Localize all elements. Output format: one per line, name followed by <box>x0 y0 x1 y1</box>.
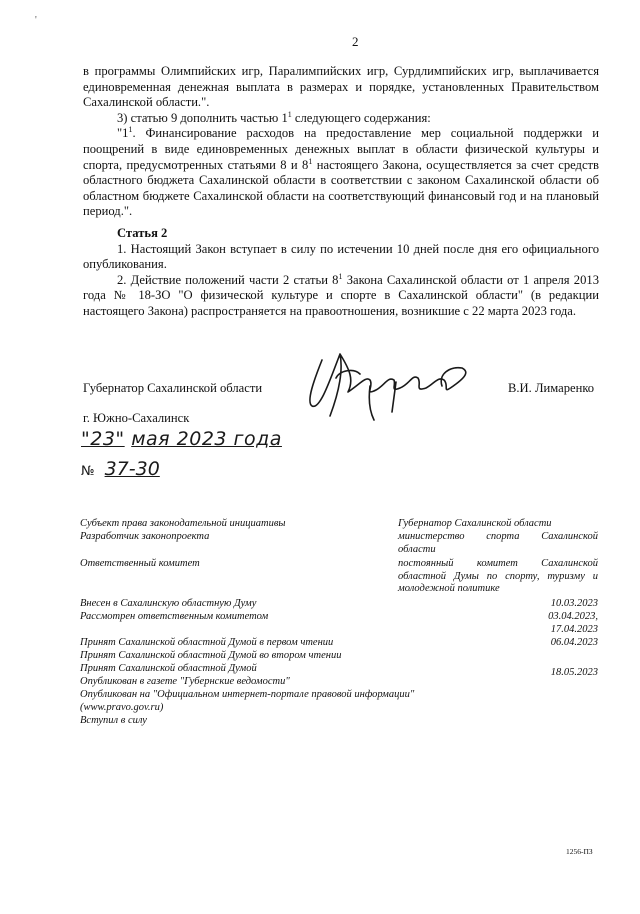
subject-label: Субъект права законодательной инициативы <box>80 518 286 529</box>
first-reading-label: Принят Сахалинской областной Думой в первом чтении <box>80 637 334 648</box>
subject-value: Губернатор Сахалинской области <box>398 518 552 529</box>
number-label: № <box>81 464 95 479</box>
published-gazette-date: 18.05.2023 <box>550 667 598 678</box>
committee-value: постоянный комитет Сахалинской областной Думы по спорту, туризму и молодежной политике <box>398 558 598 594</box>
published-gazette-label: Опубликован в газете "Губернские ведомости" <box>80 676 290 687</box>
paragraph-3: "$1^1$. Финансирование расходов на предоставление мер социальной поддержки и поощрений в виде единовременных денежных выплат в области физической культуры и спорта, предусмотренных статьями 8 и $8^1$ настоящего Закона, осуществляется за счет средств областного бюджета Сахалинской области в соответствии с законом Сахалинской области об областном бюджете Сахалинской области на соответствующий финансовый год и на плановый период.". <box>83 125 600 219</box>
introduced-label: Внесен в Сахалинскую областную Думу <box>80 598 257 609</box>
paragraph-2: 3) статью 9 дополнить частью $1^1$ следующего содержания: <box>117 109 431 125</box>
developer-label: Разработчик законопроекта <box>80 531 210 542</box>
reviewed-date-2: 17.04.2023 <box>550 624 598 635</box>
signatory-role: Губернатор Сахалинской области <box>83 381 263 395</box>
signatory-name: В.И. Лимаренко <box>508 381 595 395</box>
handwritten-signature <box>300 340 480 430</box>
corner-mark: ' <box>35 15 37 26</box>
law-number: 37-30 <box>104 458 160 480</box>
date-month-year: мая 2023 года <box>131 428 282 450</box>
reviewed-label: Рассмотрен ответственным комитетом <box>80 611 269 622</box>
date-day: "23" <box>81 428 125 450</box>
document-code: 1256-ПЗ <box>566 847 593 856</box>
published-portal-label: Опубликован на "Официальном интернет-портале правовой информации" (www.pravo.gov.ru) <box>80 689 415 713</box>
handwritten-law-number <box>81 458 160 480</box>
page-number: 2 <box>352 34 359 49</box>
paragraph-5: 2. Действие положений части 2 статьи $8^1$ Закона Сахалинской области от 1 апреля 2013 года № 18-ЗО "О физической культуре и спорте в Сахалинской области" (в редакции настоящего Закона) распространяется на правоотношения, возникшие с 22 марта 2023 года. <box>83 271 599 318</box>
second-reading-label: Принят Сахалинской областной Думой во втором чтении <box>80 650 342 661</box>
reviewed-date-1: 03.04.2023, <box>548 611 598 622</box>
developer-value: министерство спорта Сахалинской области <box>398 531 598 555</box>
article-2-heading: Статья 2 <box>117 225 168 240</box>
article-1-continuation <box>83 64 599 320</box>
introduced-date: 10.03.2023 <box>550 598 598 609</box>
city-label: г. Южно-Сахалинск <box>83 411 190 425</box>
paragraph-1: в программы Олимпийских игр, Паралимпийских игр, Сурдлимпийских игр, выплачивается единовременная денежная выплата в размерах и порядке, установленных Правительством Сахалинской области.". <box>83 64 599 110</box>
paragraph-4: 1. Настоящий Закон вступает в силу по истечении 10 дней после дня его официального опубликования. <box>83 241 599 272</box>
adopted-label: Принят Сахалинской областной Думой <box>80 663 257 674</box>
in-force-label: Вступил в силу <box>80 715 147 726</box>
committee-label: Ответственный комитет <box>80 558 200 569</box>
handwritten-date <box>81 428 282 450</box>
first-reading-date: 06.04.2023 <box>550 637 598 648</box>
